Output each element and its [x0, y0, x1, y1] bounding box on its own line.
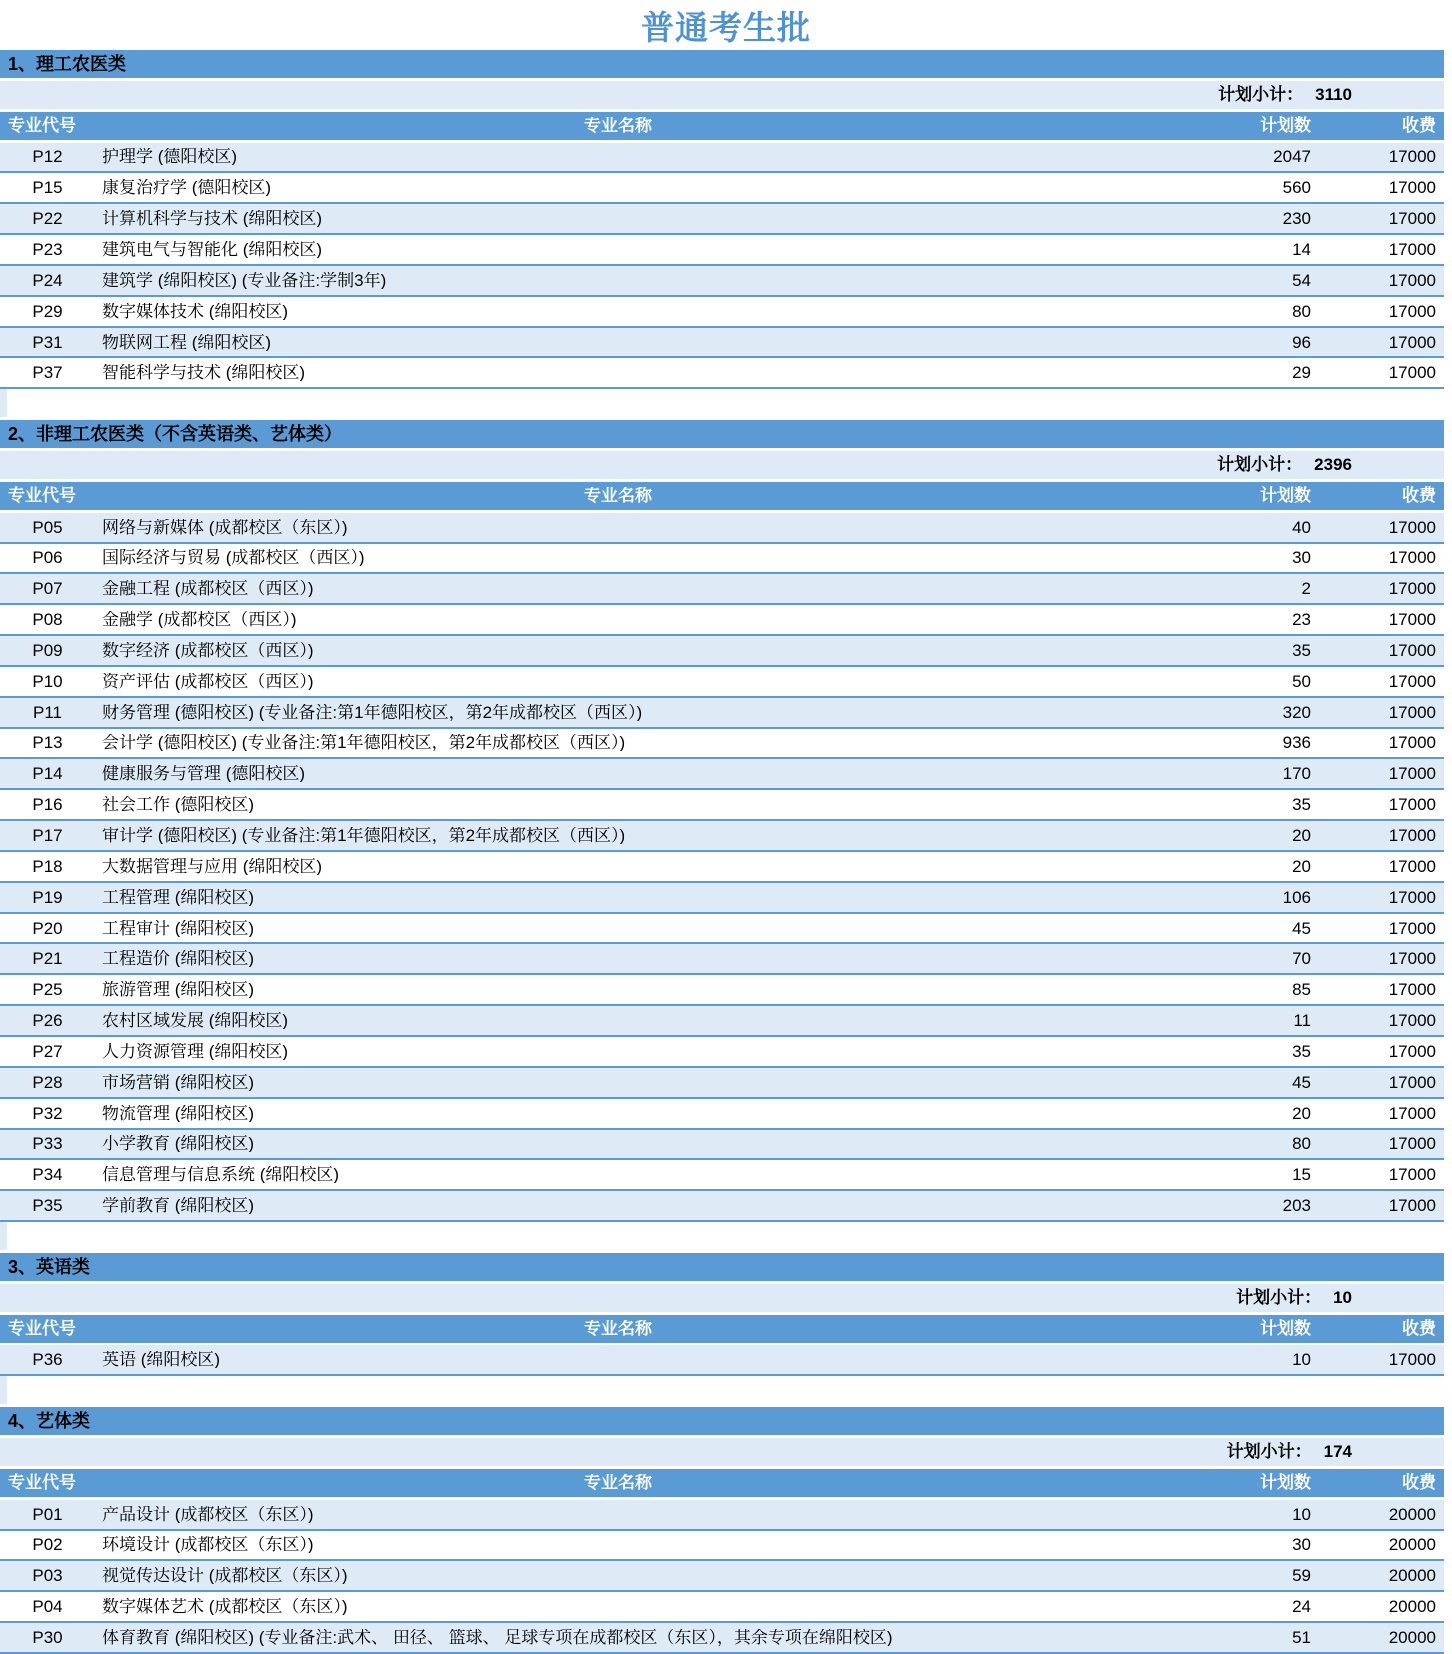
table-row [0, 204, 1444, 235]
section-spacer [0, 1376, 1444, 1404]
section-heading-row [0, 50, 1444, 78]
cell-plan-count: 80 [1292, 301, 1311, 321]
cell-plan-count: 20 [1292, 856, 1311, 876]
table-row [0, 574, 1444, 605]
cell-fee: 17000 [1388, 949, 1436, 969]
cell-major-code: P10 [32, 671, 63, 691]
cell-major-name: 会计学 (德阳校区) (专业备注:第1年德阳校区，第2年成都校区（西区）) [102, 734, 626, 752]
cell-fee: 17000 [1388, 147, 1436, 167]
column-header-plan: 计划数 [1260, 1473, 1311, 1493]
section-heading-row [0, 420, 1444, 448]
cell-fee: 17000 [1388, 270, 1436, 290]
cell-plan-count: 2 [1301, 579, 1311, 599]
cell-fee: 20000 [1388, 1535, 1436, 1555]
cell-major-name: 视觉传达设计 (成都校区（东区）) [102, 1567, 348, 1585]
cell-fee: 17000 [1388, 301, 1436, 321]
cell-major-code: P14 [32, 764, 63, 784]
cell-plan-count: 54 [1292, 270, 1311, 290]
table-row [0, 1345, 1444, 1376]
page-title-row [0, 0, 1452, 50]
table-row [0, 1037, 1444, 1068]
cell-major-code: P07 [32, 579, 63, 599]
cell-major-code: P29 [32, 301, 63, 321]
cell-fee: 17000 [1388, 1103, 1436, 1123]
cell-major-code: P01 [32, 1504, 63, 1524]
table-row [0, 173, 1444, 204]
table-row [0, 790, 1444, 821]
cell-major-name: 数字经济 (成都校区（西区）) [102, 641, 314, 659]
cell-major-code: P16 [32, 795, 63, 815]
cell-major-code: P03 [32, 1566, 63, 1586]
cell-major-code: P25 [32, 980, 63, 1000]
cell-fee: 20000 [1388, 1627, 1436, 1647]
table-row [0, 729, 1444, 760]
cell-major-name: 工程审计 (绵阳校区) [102, 919, 255, 937]
cell-plan-count: 23 [1292, 610, 1311, 630]
cell-plan-count: 560 [1282, 178, 1311, 198]
cell-major-code: P36 [32, 1350, 63, 1370]
cell-major-code: P27 [32, 1041, 63, 1061]
cell-plan-count: 51 [1292, 1627, 1311, 1647]
table-row [0, 1623, 1444, 1654]
cell-major-code: P30 [32, 1627, 63, 1647]
column-header-code: 专业代号 [8, 1473, 76, 1493]
cell-fee: 17000 [1388, 671, 1436, 691]
table-row [0, 1531, 1444, 1562]
cell-major-name: 国际经济与贸易 (成都校区（西区）) [102, 549, 365, 567]
subtotal-label: 计划小计： [1218, 85, 1304, 105]
cell-major-code: P13 [32, 733, 63, 753]
column-header-code: 专业代号 [8, 1319, 76, 1339]
cell-fee: 17000 [1388, 1072, 1436, 1092]
table-row [0, 1160, 1444, 1191]
cell-fee: 17000 [1388, 209, 1436, 229]
cell-major-name: 建筑电气与智能化 (绵阳校区) [102, 240, 323, 258]
cell-major-code: P15 [32, 178, 63, 198]
cell-major-code: P28 [32, 1072, 63, 1092]
table-row [0, 544, 1444, 575]
cell-major-code: P06 [32, 548, 63, 568]
cell-plan-count: 11 [1293, 1011, 1311, 1031]
cell-major-name: 数字媒体艺术 (成都校区（东区）) [102, 1598, 348, 1616]
cell-plan-count: 30 [1292, 548, 1311, 568]
cell-plan-count: 45 [1292, 918, 1311, 938]
cell-major-code: P11 [33, 702, 62, 722]
subtotal-label: 计划小计： [1236, 1288, 1322, 1308]
section-heading: 1、理工农医类 [8, 54, 127, 74]
cell-fee: 17000 [1388, 640, 1436, 660]
cell-major-name: 市场营销 (绵阳校区) [102, 1073, 255, 1091]
cell-fee: 17000 [1388, 980, 1436, 1000]
cell-plan-count: 85 [1292, 980, 1311, 1000]
column-header-row [0, 112, 1444, 140]
section-heading-row [0, 1407, 1444, 1435]
section [0, 1407, 1444, 1654]
cell-fee: 20000 [1388, 1504, 1436, 1524]
cell-plan-count: 170 [1282, 764, 1311, 784]
subtotal-value: 3110 [1315, 85, 1352, 105]
cell-plan-count: 45 [1292, 1072, 1311, 1092]
cell-major-name: 物流管理 (绵阳校区) [102, 1104, 255, 1122]
cell-plan-count: 29 [1292, 363, 1311, 383]
cell-plan-count: 10 [1292, 1504, 1311, 1524]
cell-major-code: P23 [32, 239, 63, 259]
table-row [0, 883, 1444, 914]
section-heading-row [0, 1253, 1444, 1281]
cell-fee: 17000 [1388, 1134, 1436, 1154]
cell-major-code: P31 [32, 332, 63, 352]
cell-major-name: 资产评估 (成都校区（西区）) [102, 672, 314, 690]
table-row [0, 944, 1444, 975]
subtotal-label: 计划小计： [1217, 455, 1303, 475]
cell-fee: 17000 [1388, 363, 1436, 383]
table-row [0, 821, 1444, 852]
column-header-fee: 收费 [1402, 1473, 1436, 1493]
cell-major-code: P09 [32, 640, 63, 660]
cell-fee: 17000 [1388, 1165, 1436, 1185]
table-row [0, 759, 1444, 790]
cell-fee: 20000 [1388, 1597, 1436, 1617]
cell-fee: 17000 [1388, 548, 1436, 568]
cell-plan-count: 14 [1292, 239, 1311, 259]
section [0, 420, 1444, 1250]
cell-plan-count: 15 [1292, 1165, 1311, 1185]
cell-fee: 17000 [1388, 517, 1436, 537]
cell-major-code: P35 [32, 1196, 63, 1216]
column-header-row [0, 1469, 1444, 1497]
cell-plan-count: 936 [1282, 733, 1311, 753]
cell-major-name: 工程管理 (绵阳校区) [102, 888, 255, 906]
column-header-name: 专业名称 [584, 1474, 652, 1492]
cell-major-code: P26 [32, 1011, 63, 1031]
cell-plan-count: 2047 [1273, 147, 1311, 167]
table-row [0, 1592, 1444, 1623]
table-row [0, 328, 1444, 359]
cell-fee: 17000 [1388, 733, 1436, 753]
table-row [0, 297, 1444, 328]
cell-fee: 17000 [1388, 1011, 1436, 1031]
column-header-name: 专业名称 [584, 117, 652, 135]
cell-plan-count: 50 [1292, 671, 1311, 691]
column-header-plan: 计划数 [1260, 1319, 1311, 1339]
cell-plan-count: 230 [1282, 209, 1311, 229]
cell-major-name: 网络与新媒体 (成都校区（东区）) [102, 518, 348, 536]
cell-major-name: 产品设计 (成都校区（东区）) [102, 1505, 314, 1523]
cell-major-code: P34 [32, 1165, 63, 1185]
section-heading: 4、艺体类 [8, 1411, 91, 1432]
cell-major-name: 数字媒体技术 (绵阳校区) [102, 302, 289, 320]
cell-major-code: P04 [32, 1597, 63, 1617]
cell-fee: 17000 [1388, 239, 1436, 259]
cell-fee: 17000 [1388, 579, 1436, 599]
table-row [0, 698, 1444, 729]
cell-fee: 17000 [1388, 1041, 1436, 1061]
cell-major-name: 审计学 (德阳校区) (专业备注:第1年德阳校区，第2年成都校区（西区）) [102, 827, 626, 845]
cell-fee: 17000 [1388, 887, 1436, 907]
cell-fee: 20000 [1388, 1566, 1436, 1586]
admission-table [0, 50, 1444, 1654]
cell-plan-count: 320 [1282, 702, 1311, 722]
subtotal-label: 计划小计： [1226, 1442, 1312, 1462]
column-header-code: 专业代号 [8, 116, 76, 136]
cell-plan-count: 35 [1292, 640, 1311, 660]
subtotal-row [0, 451, 1444, 479]
cell-major-name: 英语 (绵阳校区) [102, 1351, 221, 1369]
subtotal-row [0, 81, 1444, 109]
cell-major-code: P32 [32, 1103, 63, 1123]
column-header-code: 专业代号 [8, 486, 76, 506]
section [0, 1253, 1444, 1404]
cell-plan-count: 40 [1292, 517, 1311, 537]
cell-major-code: P19 [32, 887, 63, 907]
cell-plan-count: 30 [1292, 1535, 1311, 1555]
table-row [0, 1500, 1444, 1531]
subtotal-value: 174 [1323, 1442, 1352, 1462]
cell-major-code: P21 [32, 949, 63, 969]
table-row [0, 852, 1444, 883]
cell-plan-count: 10 [1292, 1350, 1311, 1370]
cell-plan-count: 35 [1292, 1041, 1311, 1061]
column-header-name: 专业名称 [584, 487, 652, 505]
table-row [0, 1099, 1444, 1130]
cell-major-name: 社会工作 (德阳校区) [102, 796, 255, 814]
section-heading: 3、英语类 [8, 1256, 91, 1277]
cell-major-code: P08 [32, 610, 63, 630]
section-spacer [0, 389, 1444, 417]
table-row [0, 358, 1444, 389]
cell-major-name: 大数据管理与应用 (绵阳校区) [102, 857, 323, 875]
cell-fee: 17000 [1388, 856, 1436, 876]
cell-major-name: 信息管理与信息系统 (绵阳校区) [102, 1166, 340, 1184]
cell-plan-count: 59 [1292, 1566, 1311, 1586]
cell-major-name: 农村区域发展 (绵阳校区) [102, 1012, 289, 1030]
cell-major-name: 旅游管理 (绵阳校区) [102, 981, 255, 999]
cell-major-code: P24 [32, 270, 63, 290]
cell-major-code: P22 [32, 209, 63, 229]
section [0, 50, 1444, 417]
subtotal-row [0, 1438, 1444, 1466]
cell-plan-count: 106 [1282, 887, 1311, 907]
cell-fee: 17000 [1388, 1350, 1436, 1370]
cell-major-name: 计算机科学与技术 (绵阳校区) [102, 210, 323, 228]
cell-major-name: 工程造价 (绵阳校区) [102, 950, 255, 968]
cell-major-code: P12 [32, 147, 63, 167]
section-spacer [0, 1222, 1444, 1250]
table-row [0, 1191, 1444, 1222]
cell-major-name: 人力资源管理 (绵阳校区) [102, 1042, 289, 1060]
cell-major-name: 护理学 (德阳校区) [102, 148, 238, 166]
cell-plan-count: 35 [1292, 795, 1311, 815]
cell-major-name: 学前教育 (绵阳校区) [102, 1197, 255, 1215]
table-row [0, 235, 1444, 266]
cell-major-code: P33 [32, 1134, 63, 1154]
section-heading: 2、非理工农医类（不含英语类、艺体类） [8, 424, 343, 445]
page-title: 普通考生批 [641, 8, 811, 46]
cell-major-name: 金融工程 (成都校区（西区）) [102, 580, 314, 598]
cell-major-name: 物联网工程 (绵阳校区) [102, 333, 272, 351]
column-header-fee: 收费 [1402, 116, 1436, 136]
cell-major-code: P20 [32, 918, 63, 938]
cell-plan-count: 20 [1292, 826, 1311, 846]
subtotal-value: 2396 [1314, 455, 1352, 475]
cell-plan-count: 80 [1292, 1134, 1311, 1154]
column-header-name: 专业名称 [584, 1320, 652, 1338]
column-header-fee: 收费 [1402, 486, 1436, 506]
cell-fee: 17000 [1388, 1196, 1436, 1216]
cell-plan-count: 24 [1292, 1597, 1311, 1617]
table-row [0, 513, 1444, 544]
table-row [0, 667, 1444, 698]
cell-major-code: P17 [32, 826, 63, 846]
table-row [0, 914, 1444, 945]
table-row [0, 1130, 1444, 1161]
cell-major-code: P18 [32, 856, 63, 876]
cell-fee: 17000 [1388, 826, 1436, 846]
cell-fee: 17000 [1388, 764, 1436, 784]
subtotal-row [0, 1284, 1444, 1312]
cell-major-name: 财务管理 (德阳校区) (专业备注:第1年德阳校区，第2年成都校区（西区）) [102, 703, 643, 721]
column-header-plan: 计划数 [1260, 486, 1311, 506]
cell-fee: 17000 [1388, 332, 1436, 352]
cell-major-name: 环境设计 (成都校区（东区）) [102, 1536, 314, 1554]
cell-major-name: 康复治疗学 (德阳校区) [102, 179, 272, 197]
cell-major-name: 健康服务与管理 (德阳校区) [102, 765, 306, 783]
cell-major-name: 体育教育 (绵阳校区) (专业备注:武术、 田径、 篮球、 足球专项在成都校区（东区），其余专项在绵阳校区) [102, 1628, 893, 1646]
cell-major-name: 小学教育 (绵阳校区) [102, 1135, 255, 1153]
cell-fee: 17000 [1388, 795, 1436, 815]
table-row [0, 1561, 1444, 1592]
table-row [0, 636, 1444, 667]
cell-plan-count: 70 [1292, 949, 1311, 969]
table-row [0, 143, 1444, 174]
cell-plan-count: 96 [1292, 332, 1311, 352]
table-row [0, 1068, 1444, 1099]
table-row [0, 605, 1444, 636]
cell-major-code: P02 [32, 1535, 63, 1555]
cell-plan-count: 203 [1282, 1196, 1311, 1216]
cell-major-code: P37 [32, 363, 63, 383]
column-header-row [0, 1315, 1444, 1343]
cell-major-name: 建筑学 (绵阳校区) (专业备注:学制3年) [102, 271, 387, 289]
subtotal-value: 10 [1333, 1288, 1352, 1308]
cell-plan-count: 20 [1292, 1103, 1311, 1123]
cell-fee: 17000 [1388, 610, 1436, 630]
cell-major-name: 智能科学与技术 (绵阳校区) [102, 364, 306, 382]
column-header-row [0, 482, 1444, 510]
cell-fee: 17000 [1388, 702, 1436, 722]
table-row [0, 975, 1444, 1006]
table-row [0, 1006, 1444, 1037]
table-row [0, 266, 1444, 297]
cell-fee: 17000 [1388, 178, 1436, 198]
cell-major-code: P05 [32, 517, 63, 537]
cell-fee: 17000 [1388, 918, 1436, 938]
cell-major-name: 金融学 (成都校区（西区）) [102, 611, 297, 629]
column-header-plan: 计划数 [1260, 116, 1311, 136]
column-header-fee: 收费 [1402, 1319, 1436, 1339]
